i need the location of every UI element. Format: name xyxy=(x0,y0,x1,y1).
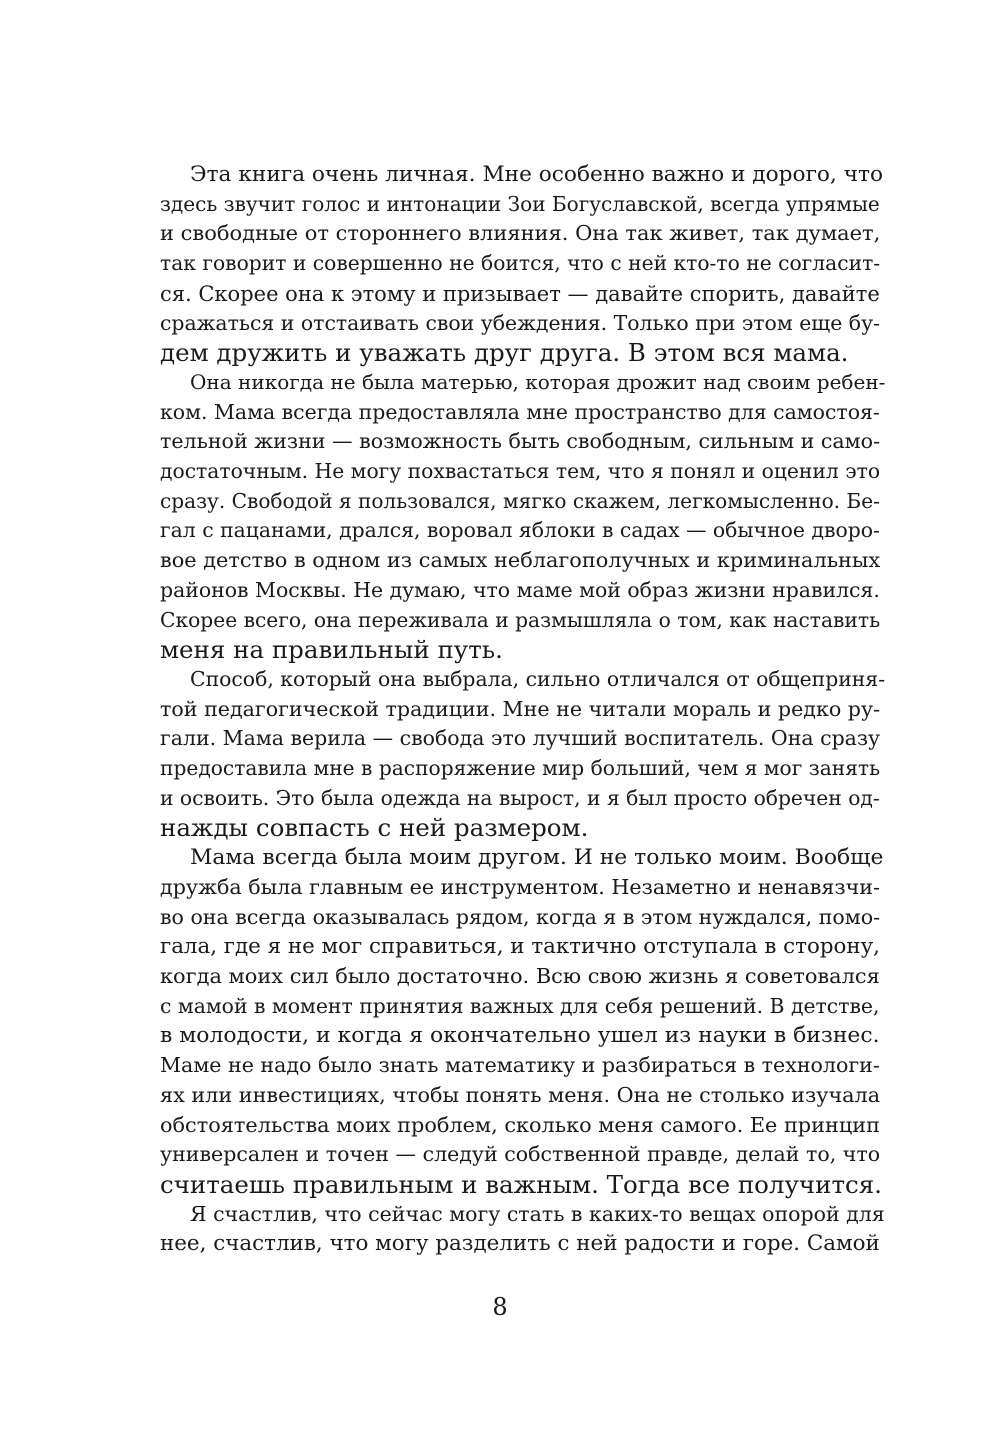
text-line: и свободные от стороннего влияния. Она так живет, так думает, xyxy=(160,221,881,246)
paragraph xyxy=(130,160,884,368)
text-line: районов Москвы. Не думаю, что маме мой образ жизни нравился. xyxy=(160,577,880,602)
text-line: Мама всегда была моим другом. И не только моим. Вообще xyxy=(190,845,884,871)
text-line: дружба была главным ее инструментом. Незаметно и ненавязчи- xyxy=(160,874,881,899)
text-line: считаешь правильным и важным. Тогда все получится. xyxy=(160,1169,882,1199)
paragraph xyxy=(130,665,886,843)
text-line: нее, счастлив, что могу разделить с ней радости и горе. Самой xyxy=(160,1231,880,1257)
paragraph xyxy=(130,1200,885,1259)
text-line: Скорее всего, она переживала и размышляла о том, как наставить xyxy=(160,607,881,632)
text-line: так говорит и совершенно не боится, что с ней кто-то не согласит- xyxy=(160,251,881,276)
paragraph xyxy=(130,368,886,665)
text-line: в молодости, и когда я окончательно ушел из науки в бизнес. xyxy=(160,1023,880,1049)
text-line: во она всегда оказывалась рядом, когда я в этом нуждался, помо- xyxy=(160,904,881,929)
text-line: Маме не надо было знать математику и разбираться в технологи- xyxy=(160,1053,880,1078)
text-line: предоставила мне в распоряжение мир больший, чем я мог занять xyxy=(160,756,881,781)
text-line: гали. Мама верила — свобода это лучший воспитатель. Она сразу xyxy=(160,726,881,751)
text-line: Я счастлив, что сейчас могу стать в каких-то вещах опорой для xyxy=(190,1201,885,1226)
text-line: Она никогда не была матерью, которая дрожит над своим ребен- xyxy=(190,369,886,394)
text-line: ях или инвестициях, чтобы понять меня. Она не столько изучала xyxy=(160,1082,881,1107)
text-line: достаточным. Не могу похвастаться тем, что я понял и оценил это xyxy=(160,459,881,484)
text-line: сражаться и отстаивать свои убеждения. Только при этом еще бу- xyxy=(160,310,880,335)
text-line: универсален и точен — следуй собственной правде, делай то, что xyxy=(160,1142,881,1167)
page-number: 8 xyxy=(492,1293,508,1321)
text-line: здесь звучит голос и интонации Зои Богуславской, всегда упрямые xyxy=(160,191,880,216)
text-line: обстоятельства моих проблем, сколько меня самого. Ее принцип xyxy=(160,1112,881,1137)
text-line: нажды совпасть с ней размером. xyxy=(160,813,589,843)
text-line: той педагогической традиции. Мне не читали мораль и редко ру- xyxy=(160,696,881,721)
paragraph xyxy=(130,843,884,1199)
text-line: ся. Скорее она к этому и призывает — давайте спорить, давайте xyxy=(160,280,880,306)
text-line: меня на правильный путь. xyxy=(160,635,503,665)
text-line: тельной жизни — возможность быть свободным, сильным и само- xyxy=(160,429,881,454)
text-line: и освоить. Это была одежда на вырост, и я был просто обречен од- xyxy=(160,785,880,810)
text-line: гала, где я не мог справиться, и тактично отступала в сторону, xyxy=(160,934,880,960)
text-line: Эта книга очень личная. Мне особенно важно и дорого, что xyxy=(190,162,884,187)
text-line: вое детство в одном из самых неблагополучных и криминальных xyxy=(160,548,881,573)
text-line: когда моих сил было достаточно. Всю свою жизнь я советовался xyxy=(160,963,880,988)
text-line: Способ, который она выбрала, сильно отличался от общеприня- xyxy=(190,666,886,691)
text-line: сразу. Свободой я пользовался, мягко скажем, легкомысленно. Бе- xyxy=(160,488,880,513)
page-body xyxy=(130,160,886,1259)
text-line: с мамой в момент принятия важных для себя решений. В детстве, xyxy=(160,993,880,1018)
text-line: гал с пацанами, дрался, воровал яблоки в садах — обычное дворо- xyxy=(160,518,880,543)
text-line: ком. Мама всегда предоставляла мне пространство для самостоя- xyxy=(160,399,880,424)
text-line: дем дружить и уважать друг друга. В этом вся мама. xyxy=(160,338,849,368)
